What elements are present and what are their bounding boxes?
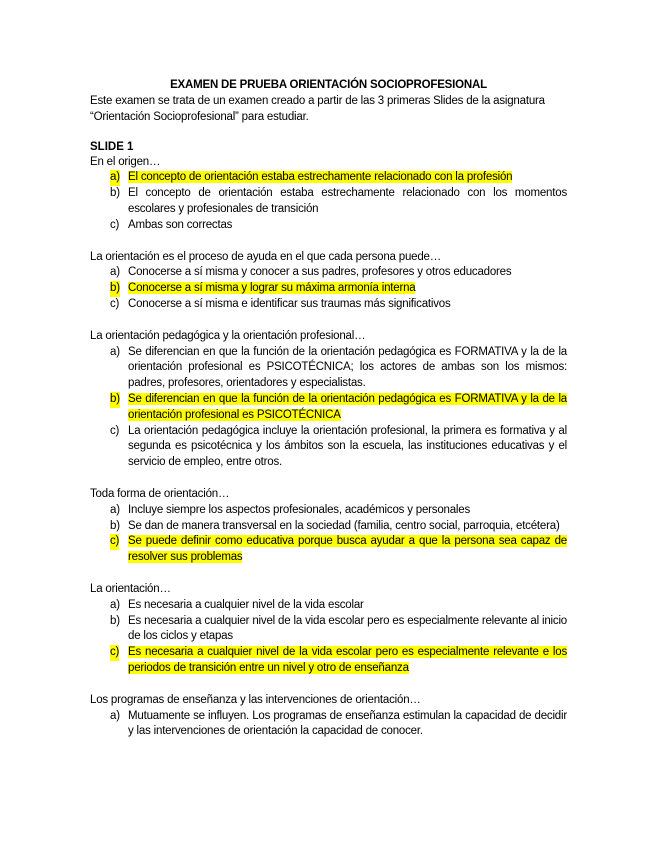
answer-option — [90, 218, 567, 234]
slide-heading: SLIDE 1 — [90, 140, 134, 153]
answer-option — [90, 186, 567, 218]
option-text: Es necesaria a cualquier nivel de la vida escolar pero es especialmente relevante al inicio de los ciclos y etapas — [128, 614, 567, 643]
option-letter: a) — [110, 170, 120, 186]
option-text: Conocerse a sí misma e identificar sus traumas más significativos — [128, 297, 451, 310]
intro-paragraph: Este examen se trata de un examen creado a partir de las 3 primeras Slides de la asignatura “Orientación Socioprofesional” para estudiar. — [90, 95, 545, 123]
option-letter: c) — [110, 297, 120, 310]
option-text: Se diferencian en que la función de la orientación pedagógica es FORMATIVA y la de la orientación profesional es PSICOTÉCNICA; los actores de ambas son los mismos: padres, profesores, orientadores y especialistas. — [128, 345, 567, 390]
option-list — [90, 265, 567, 312]
highlighted-answer-text: El concepto de orientación estaba estrechamente relacionado con la profesión — [128, 171, 513, 184]
option-list — [90, 709, 567, 741]
option-text: Se dan de manera transversal en la sociedad (familia, centro social, parroquia, etcétera) — [128, 519, 560, 532]
option-letter: a) — [110, 503, 120, 516]
answer-option — [90, 598, 567, 614]
option-list — [90, 598, 567, 677]
answer-option — [90, 392, 567, 424]
option-letter: b) — [110, 392, 120, 408]
option-text: Es necesaria a cualquier nivel de la vida escolar — [128, 598, 364, 611]
answer-option — [90, 281, 567, 297]
option-text: La orientación pedagógica incluye la orientación profesional, la primera es formativa y al segunda es psicotécnica y los ámbitos son la escuela, las instituciones educativas y el servicio de empleo, entre otros. — [128, 424, 567, 469]
question-stem: En el origen… — [90, 155, 161, 168]
answer-option — [90, 709, 567, 741]
option-letter: b) — [110, 614, 120, 627]
option-letter: b) — [110, 187, 120, 200]
option-letter: c) — [110, 424, 120, 437]
question-stem: Los programas de enseñanza y las intervenciones de orientación… — [90, 693, 421, 706]
option-letter: c) — [110, 534, 119, 550]
highlighted-answer-text: Se diferencian en que la función de la orientación pedagógica es FORMATIVA y la de la orientación profesional es PSICOTÉCNICA — [128, 392, 567, 421]
option-letter: a) — [110, 598, 120, 611]
answer-option — [90, 534, 567, 566]
option-letter: a) — [110, 266, 120, 279]
answer-option — [90, 424, 567, 471]
answer-option — [90, 519, 567, 535]
question-block — [90, 155, 567, 234]
question-block — [90, 487, 567, 566]
question-block — [90, 693, 567, 740]
highlighted-answer-text: Conocerse a sí misma y lograr su máxima armonía interna — [128, 282, 416, 295]
option-text: Ambas son correctas — [128, 218, 233, 231]
answer-option — [90, 614, 567, 646]
question-block — [90, 250, 567, 313]
question-block — [90, 582, 567, 677]
answer-option — [90, 503, 567, 519]
option-text: Incluye siempre los aspectos profesionales, académicos y personales — [128, 503, 471, 516]
answer-option — [90, 297, 567, 313]
answer-option — [90, 265, 567, 281]
document-title: EXAMEN DE PRUEBA ORIENTACIÓN SOCIOPROFESIONAL — [170, 79, 487, 91]
answer-option — [90, 645, 567, 677]
option-list — [90, 170, 567, 233]
option-list — [90, 503, 567, 566]
question-block — [90, 329, 567, 471]
answer-option — [90, 345, 567, 392]
question-stem: Toda forma de orientación… — [90, 487, 230, 500]
option-text: El concepto de orientación estaba estrechamente relacionado con los momentos escolares y profesionales de transición — [128, 187, 567, 215]
option-text: Mutuamente se influyen. Los programas de enseñanza estimulan la capacidad de decidir y las intervenciones de orientación la capacidad de conocer. — [128, 709, 567, 738]
question-stem: La orientación pedagógica y la orientación profesional… — [90, 329, 366, 342]
option-letter: a) — [110, 345, 120, 358]
option-letter: a) — [110, 709, 120, 722]
question-list — [90, 155, 567, 741]
question-stem: La orientación… — [90, 582, 171, 595]
answer-option — [90, 170, 567, 186]
question-stem: La orientación es el proceso de ayuda en el que cada persona puede… — [90, 250, 442, 263]
option-letter: c) — [110, 645, 119, 661]
highlighted-answer-text: Es necesaria a cualquier nivel de la vida escolar pero es especialmente relevante e los periodos de transición entre un nivel y otro de enseñanza — [128, 646, 567, 674]
highlighted-answer-text: Se puede definir como educativa porque busca ayudar a que la persona sea capaz de resolver sus problemas — [128, 535, 567, 564]
option-letter: c) — [110, 218, 120, 231]
option-list — [90, 345, 567, 471]
option-text: Conocerse a sí misma y conocer a sus padres, profesores y otros educadores — [128, 266, 512, 279]
option-letter: b) — [110, 281, 120, 297]
option-letter: b) — [110, 519, 120, 532]
